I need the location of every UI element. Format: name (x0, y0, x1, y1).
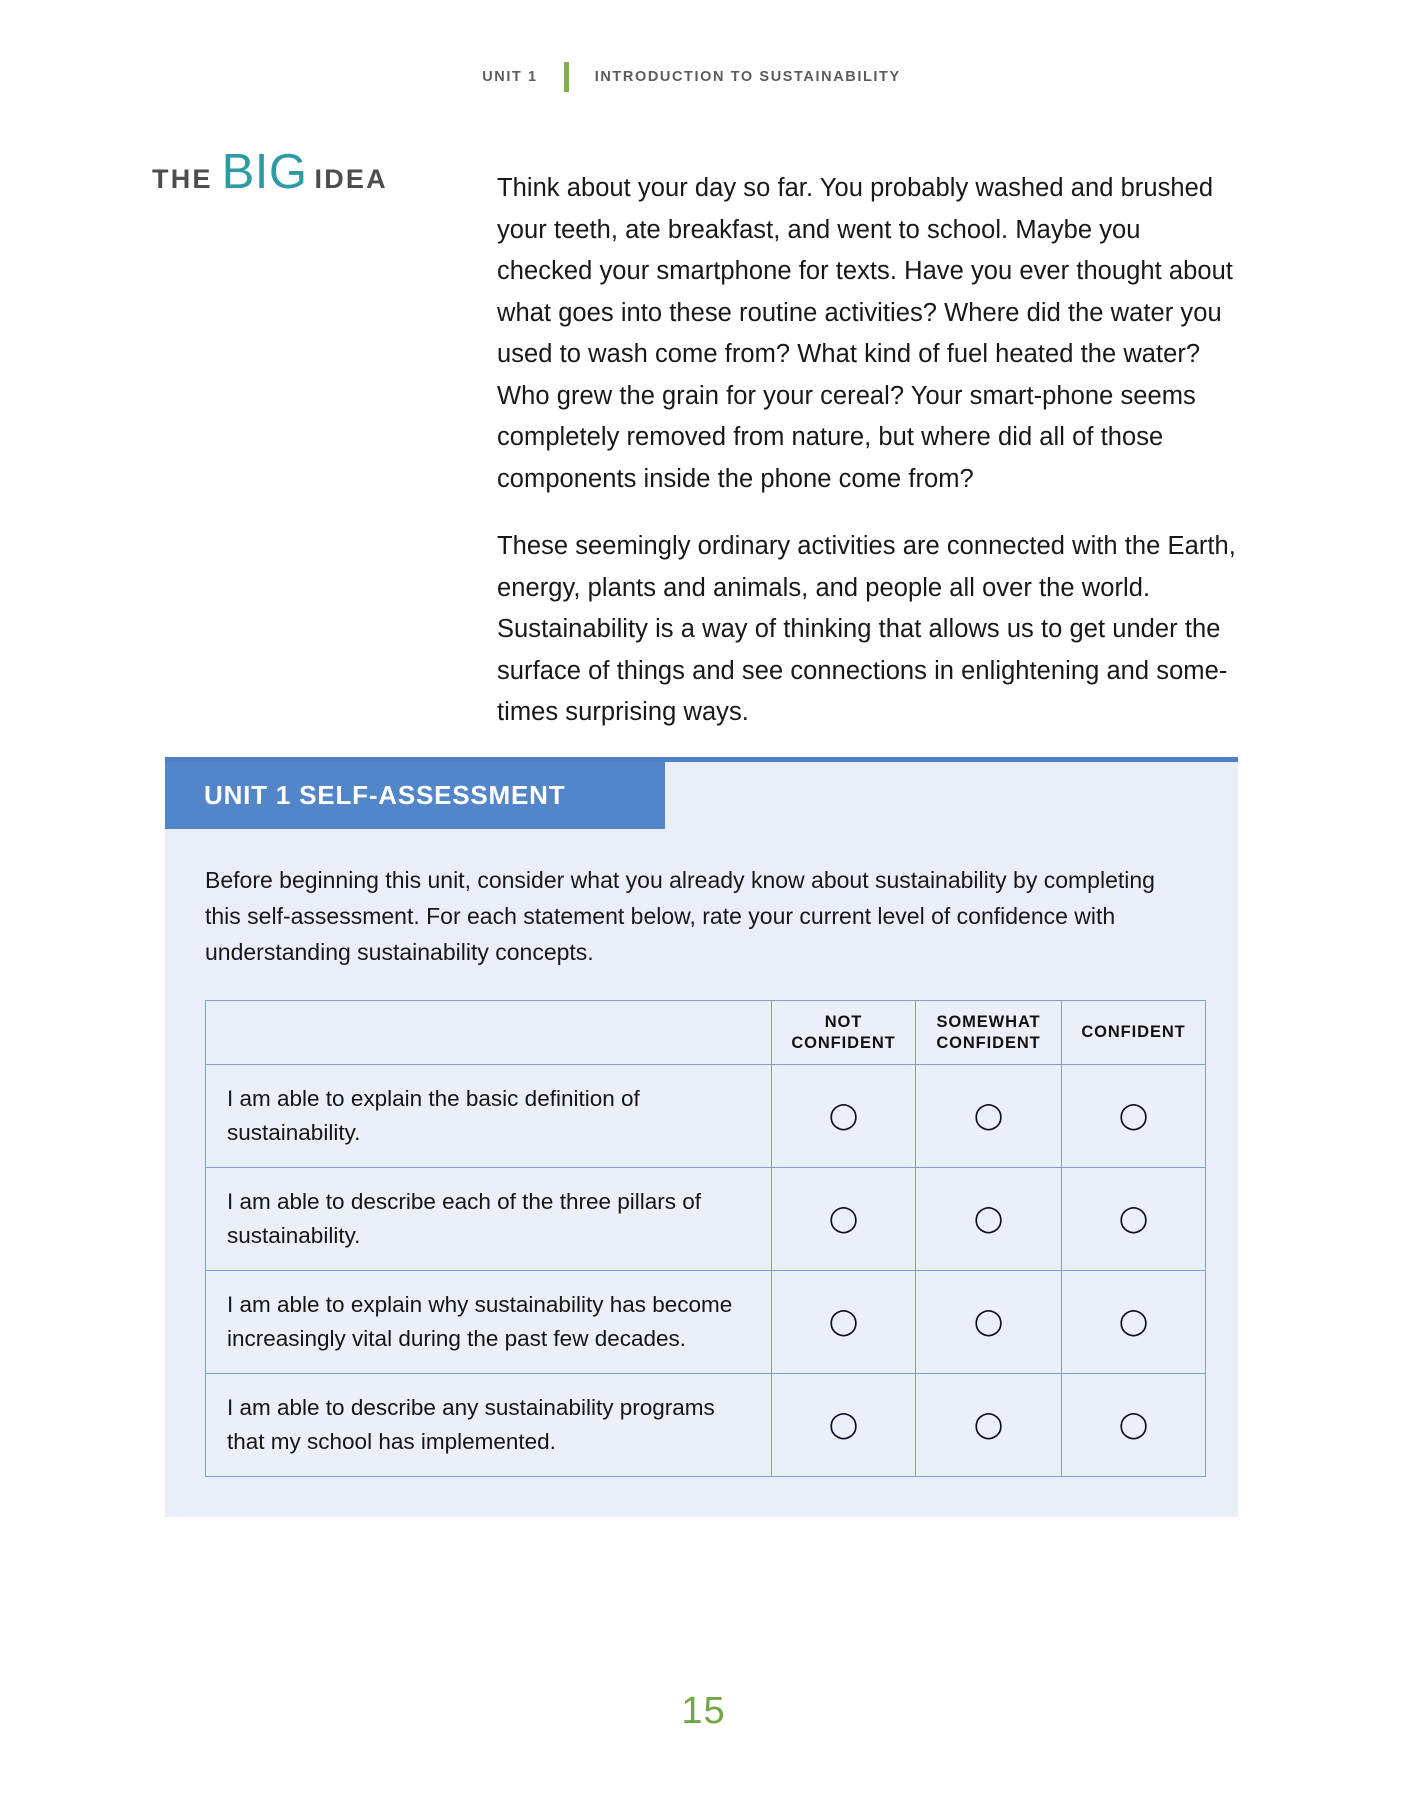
radio-not-confident[interactable] (772, 1065, 916, 1168)
table-row (206, 1374, 1206, 1477)
radio-somewhat-confident[interactable] (916, 1271, 1062, 1374)
running-head-unit: UNIT 1 (482, 69, 538, 85)
radio-not-confident[interactable] (772, 1374, 916, 1477)
radio-circle-icon[interactable]: ◯ (1118, 1101, 1149, 1131)
table-header-row (206, 1001, 1206, 1065)
column-header-not-confident-line2: CONFIDENT (791, 1033, 896, 1052)
page-number: 15 (681, 1690, 726, 1732)
statement-text: I am able to describe each of the three pillars of sustainability. (206, 1168, 772, 1271)
statement-text: I am able to describe any sustainability programs that my school has implemented. (206, 1374, 772, 1477)
column-header-statement (206, 1001, 772, 1065)
column-header-not-confident-line1: NOT (824, 1012, 863, 1031)
table-row (206, 1271, 1206, 1374)
big-idea-word-big: BIG (221, 145, 308, 199)
column-header-not-confident (772, 1001, 916, 1065)
radio-not-confident[interactable] (772, 1168, 916, 1271)
intro-paragraph-1: Think about your day so far. You probably washed and brushed your teeth, ate breakfast, and went to school. Maybe you checked your smartphone for texts. Have you ever thought about what goes into these routine activities? Where did the water you used to wash come from? What kind of fuel heated the water? Who grew the grain for your cereal? Your smart-phone seems completely removed from nature, but where did all of those components inside the phone come from? (497, 174, 1233, 493)
radio-somewhat-confident[interactable] (916, 1374, 1062, 1477)
radio-circle-icon[interactable]: ◯ (828, 1307, 859, 1337)
radio-circle-icon[interactable]: ◯ (973, 1204, 1004, 1234)
self-assessment-table (205, 1000, 1206, 1477)
radio-confident[interactable] (1062, 1065, 1206, 1168)
table-body (206, 1065, 1206, 1477)
running-head-divider-rule (564, 62, 569, 92)
intro-body-column (497, 168, 1242, 734)
column-header-somewhat-confident-line1: SOMEWHAT (936, 1012, 1041, 1031)
self-assessment-banner (165, 762, 665, 829)
radio-somewhat-confident[interactable] (916, 1065, 1062, 1168)
column-header-confident: CONFIDENT (1062, 1001, 1206, 1065)
table-header (206, 1001, 1206, 1065)
radio-confident[interactable] (1062, 1168, 1206, 1271)
statement-text: I am able to explain why sustainability has become increasingly vital during the past few decades. (206, 1271, 772, 1374)
big-idea-word-the: THE (152, 164, 213, 194)
radio-circle-icon[interactable]: ◯ (1118, 1307, 1149, 1337)
self-assessment-panel (165, 757, 1238, 1517)
self-assessment-banner-label: UNIT 1 SELF-ASSESSMENT (204, 780, 566, 810)
radio-confident[interactable] (1062, 1374, 1206, 1477)
radio-circle-icon[interactable]: ◯ (828, 1410, 859, 1440)
radio-confident[interactable] (1062, 1271, 1206, 1374)
self-assessment-table-wrapper (205, 1000, 1198, 1477)
intro-paragraph-2: These seemingly ordinary activities are connected with the Earth, energy, plants and animals, and people all over the world. Sustainability is a way of thinking that allows us to get under the surface of things and see connections in enlightening and some-times surprising ways. (497, 532, 1236, 726)
running-head-title: INTRODUCTION TO SUSTAINABILITY (594, 69, 901, 85)
radio-circle-icon[interactable]: ◯ (973, 1410, 1004, 1440)
big-idea-word-idea: IDEA (314, 164, 388, 194)
big-idea-heading (152, 145, 388, 199)
self-assessment-instructions: Before beginning this unit, consider what you already know about sustainability by completing this self-assessment. For each statement below, rate your current level of confidence with understanding sustainability concepts. (205, 867, 1155, 965)
radio-circle-icon[interactable]: ◯ (828, 1204, 859, 1234)
radio-circle-icon[interactable]: ◯ (1118, 1204, 1149, 1234)
radio-circle-icon[interactable]: ◯ (973, 1101, 1004, 1131)
radio-somewhat-confident[interactable] (916, 1168, 1062, 1271)
table-row (206, 1168, 1206, 1271)
running-head (0, 62, 1407, 92)
radio-circle-icon[interactable]: ◯ (828, 1101, 859, 1131)
radio-circle-icon[interactable]: ◯ (1118, 1410, 1149, 1440)
column-header-somewhat-confident (916, 1001, 1062, 1065)
table-row (206, 1065, 1206, 1168)
radio-circle-icon[interactable]: ◯ (973, 1307, 1004, 1337)
column-header-somewhat-confident-line2: CONFIDENT (936, 1033, 1041, 1052)
statement-text: I am able to explain the basic definition of sustainability. (206, 1065, 772, 1168)
radio-not-confident[interactable] (772, 1271, 916, 1374)
